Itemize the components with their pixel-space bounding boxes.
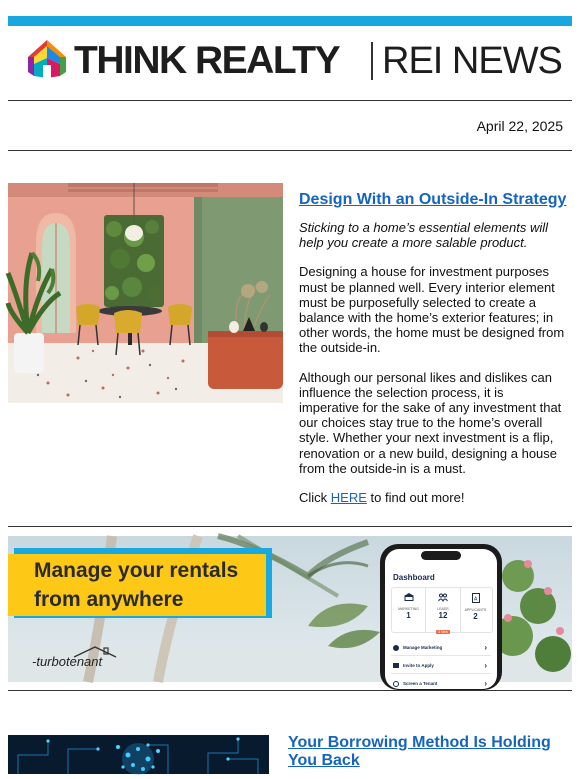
phone-screen — [385, 549, 497, 689]
phone-dashboard-title: Dashboard — [393, 573, 435, 582]
phone-menu-item-manage-marketing[interactable] — [391, 641, 491, 656]
envelope-icon — [393, 663, 399, 668]
search-icon — [393, 681, 399, 687]
article-1 — [299, 190, 567, 519]
phone-menu-item-label: Manage Marketing — [403, 645, 443, 650]
stat-marketing — [392, 588, 425, 620]
turbotenant-logo-text: turbotenant — [36, 654, 103, 669]
article-1-here-link[interactable]: HERE — [330, 490, 367, 506]
svg-text:A: A — [473, 596, 477, 603]
article-1-paragraph-1: Designing a house for investment purposes must be planned well. Every interior element must be purposefully selected to create a balance with the home’s exterior features; in other words, the home must be designed from the outside-in. — [299, 264, 565, 356]
article-1-image[interactable] — [8, 183, 283, 403]
interior-dining-room-photo — [8, 183, 283, 403]
ad-headline-line-2: from anywhere — [34, 588, 184, 611]
stat-applicants — [459, 588, 492, 621]
phone-menu-item-label: Screen a Tenant — [403, 681, 438, 686]
document-icon — [472, 593, 480, 603]
phone-menu-item-screen-tenant[interactable] — [391, 677, 491, 691]
stat-leads-label: LEADS — [437, 607, 449, 611]
cta-suffix: to find out more! — [366, 490, 465, 506]
chevron-right-icon: › — [484, 679, 487, 688]
newsletter-header[interactable] — [8, 36, 572, 86]
chevron-right-icon: › — [484, 643, 487, 652]
phone-stats — [391, 587, 493, 633]
article-1-lede: Sticking to a home’s essential elements will help you create a more salable product. — [299, 220, 549, 251]
divider-date — [8, 150, 572, 151]
article-1-paragraph-2: Although our personal likes and dislikes can influence the selection process, it is imperative for the sake of any investment that our choices stay true to the home’s overall style. Whether your next investment is a flip, renovation or a new build, designing a house from the outside-in is a must. — [299, 369, 562, 476]
article-2-title — [288, 734, 558, 770]
circuit-board-photo — [8, 735, 269, 774]
ad-headline — [34, 556, 264, 614]
brand-subtitle: REI NEWS — [382, 40, 562, 82]
turbotenant-logo-prefix: - — [32, 654, 37, 669]
people-icon — [438, 593, 448, 602]
divider-ad-top — [8, 526, 572, 527]
ad-headline-line-1: Manage your rentals — [34, 559, 239, 582]
article-1-title-link[interactable]: Design With an Outside-In Strategy — [299, 191, 567, 208]
house-outline-icon — [74, 646, 116, 658]
stat-applicants-label: APPLICANTS — [464, 608, 487, 612]
phone-notch — [421, 551, 461, 560]
article-1-cta — [299, 490, 567, 505]
cta-prefix: Click — [299, 490, 331, 506]
stat-marketing-label: MARKETING — [398, 607, 419, 611]
phone-menu-item-invite-to-apply[interactable] — [391, 659, 491, 674]
building-icon — [404, 593, 414, 602]
stat-leads-badge: 3 New — [438, 630, 448, 634]
phone-menu-item-label: Invite to Apply — [403, 663, 434, 668]
brand-divider — [371, 42, 373, 80]
divider-ad-bottom — [8, 690, 572, 691]
stat-leads — [425, 588, 461, 632]
turbotenant-ad-banner[interactable] — [8, 536, 572, 688]
header-accent-bar — [8, 16, 572, 26]
chevron-right-icon: › — [484, 661, 487, 670]
megaphone-icon — [393, 645, 399, 651]
article-2-title-link[interactable]: Your Borrowing Method Is Holding You Back — [288, 734, 551, 769]
stat-marketing-value: 1 — [406, 611, 411, 620]
divider-top — [8, 100, 572, 101]
issue-date: April 22, 2025 — [476, 118, 563, 134]
colorful-house-logo-icon — [26, 38, 68, 80]
article-2-image[interactable] — [8, 735, 269, 774]
stat-applicants-value: 2 — [473, 612, 478, 621]
brand-name: THINK REALTY — [74, 39, 340, 82]
stat-leads-value: 12 — [438, 611, 448, 620]
phone-mockup — [380, 544, 502, 690]
